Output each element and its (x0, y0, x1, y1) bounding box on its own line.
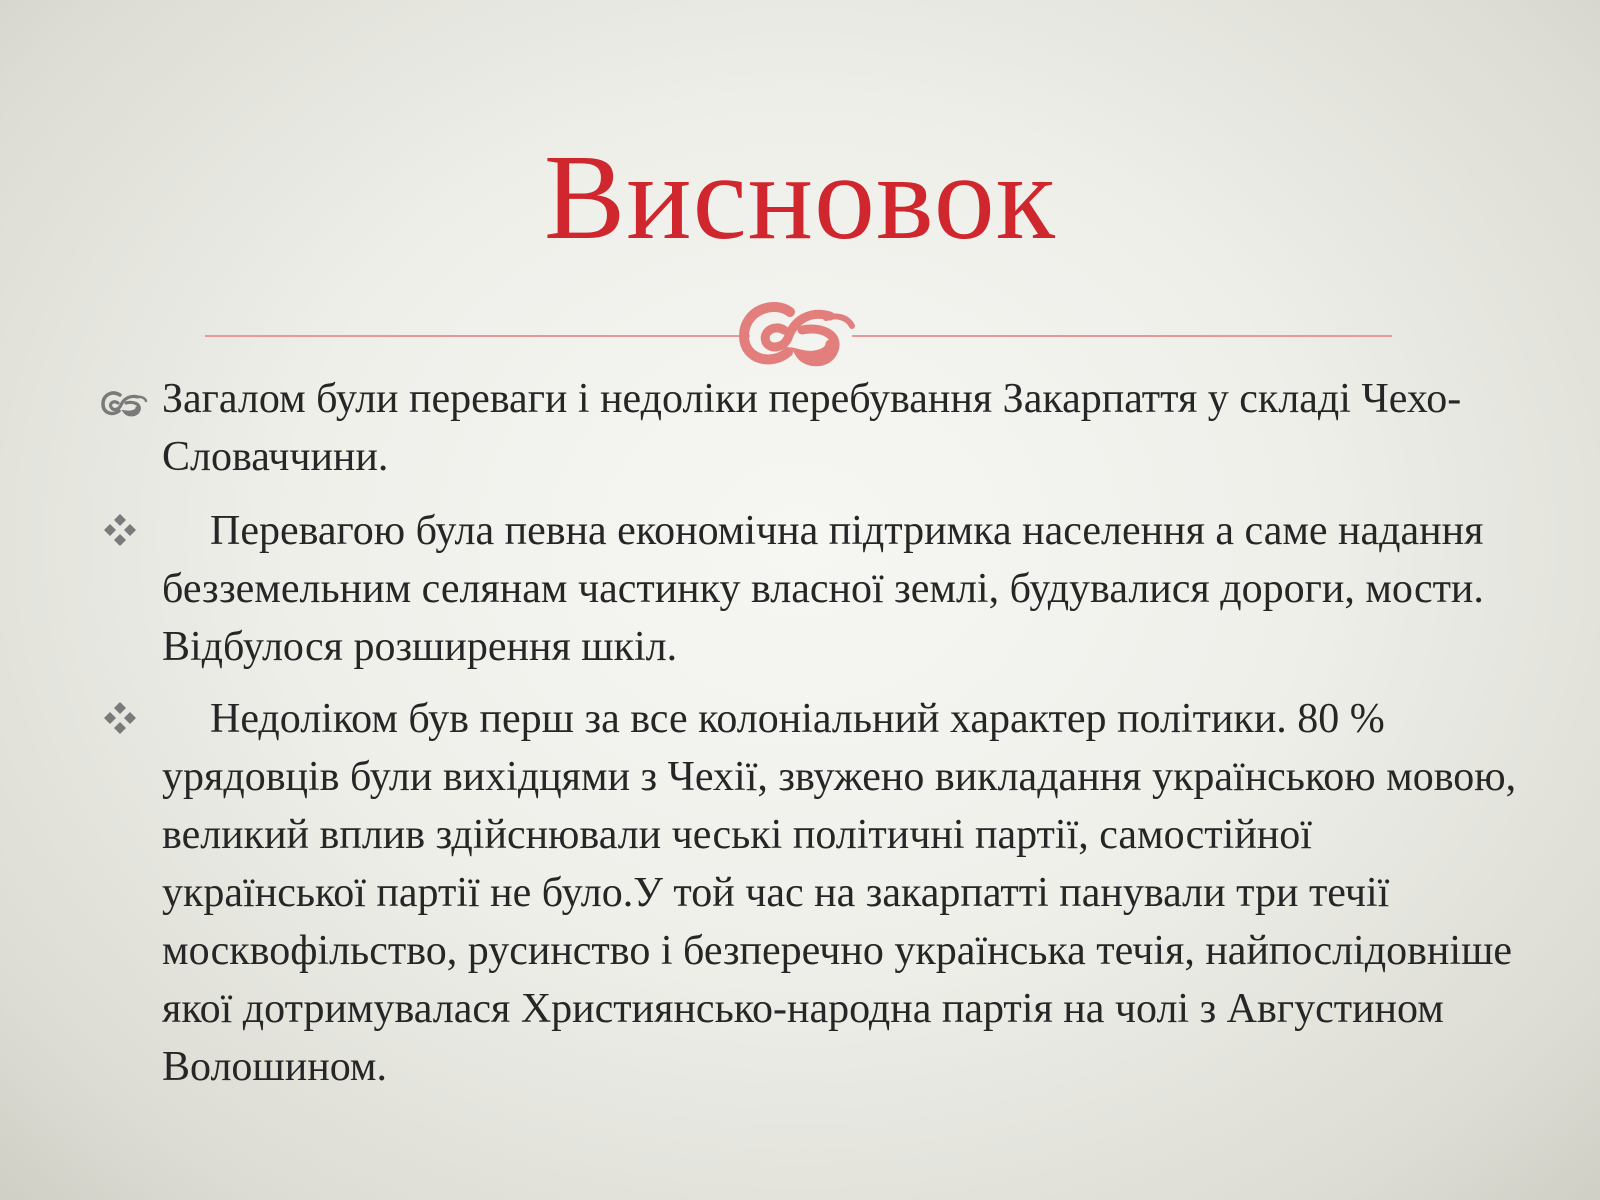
paragraph-disadvantages-text: Недоліком був перш за все колоніальний характер політики. 80 % урядовців були вихідцями з Чехії, звужено викладання українською мовою, великий вплив здійснювали чеські політичні партії, самостійної української партії не було.У той час на закарпатті панували три течії москвофільство, русинство і безперечно українська течія, найпослідовніше якої дотримувалася Християнсько-народна партія на чолі з Августином Волошином. (162, 696, 1517, 1090)
slide-title: Висновок (543, 130, 1057, 265)
swirl-ornament-icon (738, 296, 860, 376)
paragraph-disadvantages (162, 690, 1522, 1096)
paragraph-advantages (162, 502, 1522, 676)
paragraph-summary: Загалом були переваги і недоліки перебування Закарпаття у складі Чехо-Словаччини. (162, 376, 1462, 480)
swirl-bullet-icon (100, 386, 148, 422)
diamond-bullet-icon (100, 512, 148, 548)
diamond-bullet-icon (100, 700, 148, 736)
title-divider-left (205, 335, 750, 337)
paragraph-advantages-text: Перевагою була певна економічна підтримка населення а саме надання безземельним селянам частинку власної землі, будувалися дороги, мости. Відбулося розширення шкіл. (162, 508, 1484, 670)
title-divider-right (852, 335, 1392, 337)
